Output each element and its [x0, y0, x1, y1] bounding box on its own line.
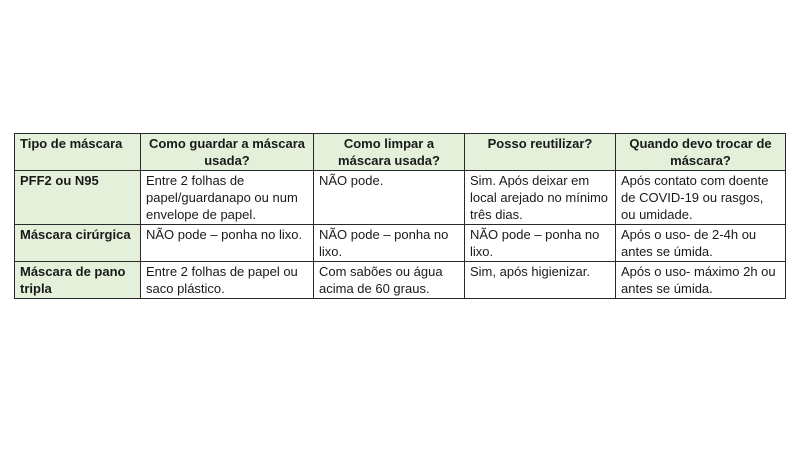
table-row	[15, 171, 786, 225]
cell-storage: Entre 2 folhas de papel ou saco plástico.	[141, 262, 314, 299]
cell-replace: Após o uso- máximo 2h ou antes se úmida.	[616, 262, 786, 299]
header-replace: Quando devo trocar de máscara?	[616, 134, 786, 171]
cell-replace: Após contato com doente de COVID-19 ou rasgos, ou umidade.	[616, 171, 786, 225]
table-header-row	[15, 134, 786, 171]
cell-reuse: Sim. Após deixar em local arejado no mínimo três dias.	[465, 171, 616, 225]
header-mask-type: Tipo de máscara	[15, 134, 141, 171]
cell-reuse: NÃO pode – ponha no lixo.	[465, 225, 616, 262]
mask-guidelines-table	[14, 133, 786, 299]
row-mask-type: Máscara de pano tripla	[15, 262, 141, 299]
cell-storage: Entre 2 folhas de papel/guardanapo ou num envelope de papel.	[141, 171, 314, 225]
cell-cleaning: NÃO pode – ponha no lixo.	[314, 225, 465, 262]
row-mask-type: PFF2 ou N95	[15, 171, 141, 225]
cell-reuse: Sim, após higienizar.	[465, 262, 616, 299]
table-row	[15, 225, 786, 262]
cell-replace: Após o uso- de 2-4h ou antes se úmida.	[616, 225, 786, 262]
row-mask-type: Máscara cirúrgica	[15, 225, 141, 262]
header-storage: Como guardar a máscara usada?	[141, 134, 314, 171]
header-cleaning: Como limpar a máscara usada?	[314, 134, 465, 171]
cell-cleaning: NÃO pode.	[314, 171, 465, 225]
cell-storage: NÃO pode – ponha no lixo.	[141, 225, 314, 262]
cell-cleaning: Com sabões ou água acima de 60 graus.	[314, 262, 465, 299]
table-row	[15, 262, 786, 299]
header-reuse: Posso reutilizar?	[465, 134, 616, 171]
